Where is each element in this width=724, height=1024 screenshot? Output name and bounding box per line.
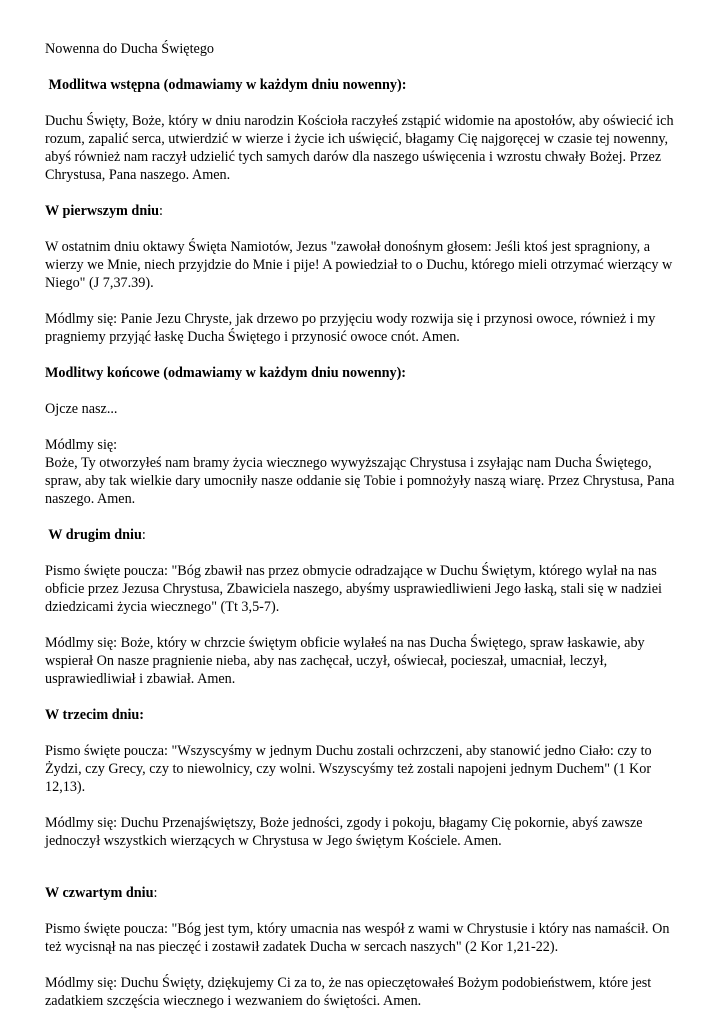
day2-scripture: Pismo święte poucza: "Bóg zbawił nas przez obmycie odradzające w Duchu Świętym, którego wylał na nas obficie przez Jezusa Chrystusa, Zbawiciela naszego, abyśmy usprawiedliwieni Jego łaską, stali się w nadziei dziedzicami życia wiecznego" (Tt 3,5-7). <box>45 563 662 615</box>
intro-prayer: Duchu Święty, Boże, który w dniu narodzin Kościoła raczyłeś zstąpić widomie na apostołów, aby oświecić ich rozum, zapalić serca, utwierdzić w wierze i życie ich uświęcić, błagamy Cię najgoręcej w czasie tej nowenny, abyś również nam raczył udzielić tych samych darów dla naszego uświęcenia i wzrostu chwały Bożej. Przez Chrystusa, Pana naszego. Amen. <box>45 113 674 183</box>
document-page <box>45 40 685 1010</box>
day1-prayer: Módlmy się: Panie Jezu Chryste, jak drzewo po przyjęciu wody rozwija się i przynosi owoce, również i my pragniemy przyjąć łaskę Ducha Świętego i przynosić owoce cnót. Amen. <box>45 311 656 345</box>
day3-scripture: Pismo święte poucza: "Wszyscyśmy w jednym Duchu zostali ochrzczeni, aby stanowić jedno Ciało: czy to Żydzi, czy Grecy, czy to niewolnicy, czy wolni. Wszyscyśmy też zostali napojeni jednym Duchem" (1 Kor 12,13). <box>45 743 652 795</box>
day4-prayer: Módlmy się: Duchu Święty, dziękujemy Ci za to, że nas opieczętowałeś Bożym podobieństwem, które jest zadatkiem szczęścia wiecznego i wezwaniem do świętości. Amen. <box>45 975 652 1009</box>
closing-prayer: Boże, Ty otworzyłeś nam bramy życia wiecznego wywyższając Chrystusa i zsyłając nam Ducha Świętego, spraw, aby tak wielkie dary umocniły nasze oddanie się Tobie i pomnożyły naszą wiarę. Przez Chrystusa, Pana naszego. Amen. <box>45 455 675 507</box>
day1-heading-colon: : <box>159 203 163 219</box>
document-title: Nowenna do Ducha Świętego <box>45 41 215 57</box>
day4-heading-line <box>45 884 685 902</box>
day2-heading-line <box>45 526 685 544</box>
closing-heading: Modlitwy końcowe (odmawiamy w każdym dniu nowenny): <box>45 365 407 381</box>
day4-heading: W czwartym dniu <box>45 885 154 901</box>
day4-heading-colon: : <box>153 885 158 901</box>
intro-heading: Modlitwa wstępna (odmawiamy w każdym dniu nowenny): <box>45 77 407 93</box>
day1-scripture: W ostatnim dniu oktawy Święta Namiotów, Jezus "zawołał donośnym głosem: Jeśli ktoś jest spragniony, a wierzy we Mnie, niech przyjdzie do Mnie i pije! A powiedział to o Duchu, którego mieli otrzymać wierzący w Niego" (J 7,37.39). <box>45 239 673 291</box>
day3-heading: W trzecim dniu: <box>45 707 145 723</box>
day3-prayer: Módlmy się: Duchu Przenajświętszy, Boże jedności, zgody i pokoju, błagamy Cię pokornie, abyś zawsze jednoczył wszystkich wierzących w Chrystusa w Jego świętym Kościele. Amen. <box>45 815 643 849</box>
closing-lets-pray: Módlmy się: <box>45 437 118 453</box>
day1-heading-line <box>45 202 685 220</box>
day2-heading-colon: : <box>141 527 146 543</box>
day1-heading: W pierwszym dniu <box>45 203 160 219</box>
day4-scripture: Pismo święte poucza: "Bóg jest tym, który umacnia nas wespół z wami w Chrystusie i który nas namaścił. On też wycisnął na nas pieczęć i zostawił zadatek Ducha w sercach naszych" (2 Kor 1,21-22). <box>45 921 670 955</box>
day2-prayer: Módlmy się: Boże, który w chrzcie świętym obficie wylałeś na nas Ducha Świętego, spraw łaskawie, aby wspierał On nasze pragnienie nieba, aby nas zachęcał, uczył, oświecał, pocieszał, umacniał, leczył, usprawiedliwiał i zbawiał. Amen. <box>45 635 645 687</box>
day2-heading: W drugim dniu <box>45 527 142 543</box>
our-father: Ojcze nasz... <box>45 401 118 417</box>
